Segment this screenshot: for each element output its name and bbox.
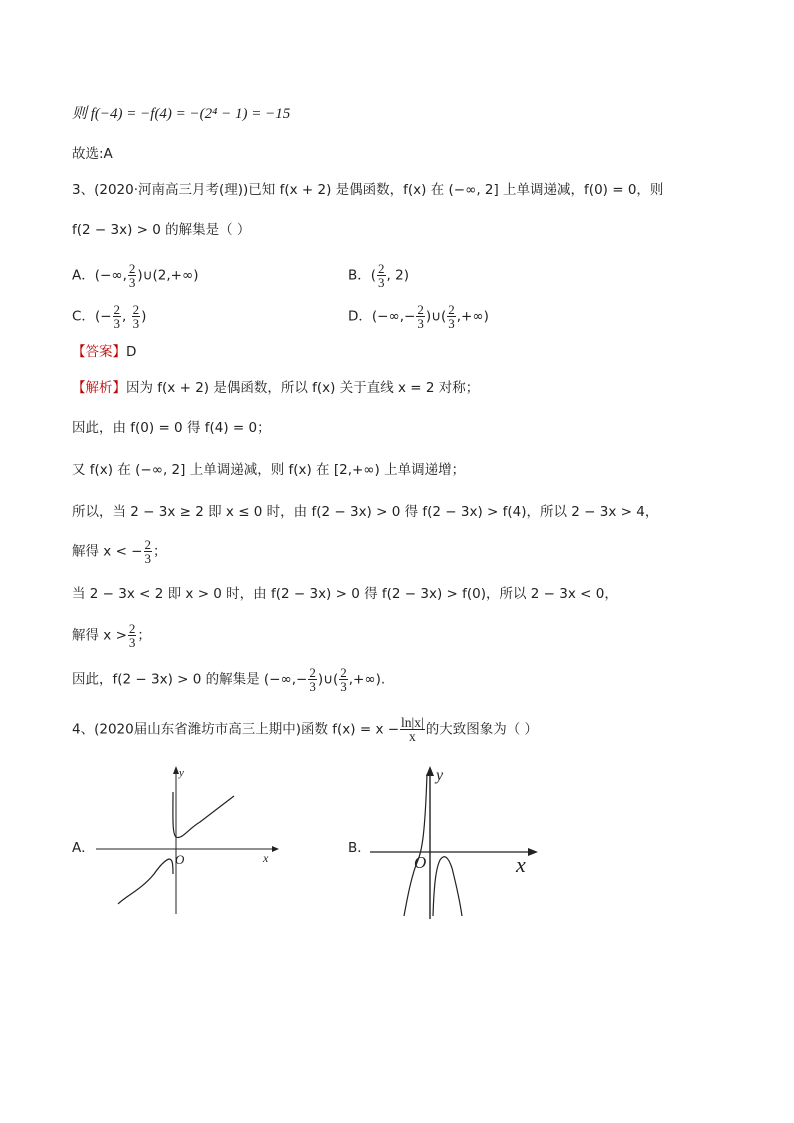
- prev-solution-text: 则 f(−4) = −f(4) = −(2⁴ − 1) = −15: [72, 106, 291, 122]
- graph-b-y-label: y: [436, 767, 444, 784]
- analysis-line7: [72, 622, 151, 649]
- option-c-post: ): [141, 308, 147, 325]
- option-d: [348, 303, 489, 330]
- option-c-label: C．: [72, 308, 95, 325]
- option-d-mid: )∪(: [425, 308, 447, 325]
- graph-b-right-curve: [433, 857, 462, 916]
- frac-den: 3: [378, 275, 385, 290]
- analysis-line5: [72, 538, 167, 565]
- q4-frac-num: ln|x|: [401, 715, 424, 730]
- graph-b-x-arrow: [528, 848, 538, 856]
- analysis-step7-post: ；: [137, 627, 151, 644]
- analysis-step8-post: ,+∞).: [348, 671, 386, 688]
- graph-b-left-curve: [404, 774, 427, 916]
- graph-a-y-label: y: [179, 767, 184, 779]
- graph-a-x-arrow: [272, 846, 279, 852]
- answer-line: [72, 342, 136, 362]
- frac-num: 2: [448, 302, 455, 317]
- frac-num: 2: [144, 537, 151, 552]
- graph-b-x-label: x: [516, 852, 526, 877]
- q4-stem-line: [72, 716, 538, 743]
- frac-num: 2: [340, 665, 347, 680]
- q3-stem-text1: 3、(2020·河南高三月考(理))已知 f(x + 2) 是偶函数，f(x) 在 (−∞, 2] 上单调递减，f(0) = 0，则: [72, 182, 664, 198]
- option-c-frac1: [113, 303, 122, 330]
- q3-stem-line2: [72, 220, 250, 240]
- option-c-frac2: [132, 303, 141, 330]
- analysis-step6: 当 2 − 3x < 2 即 x > 0 时，由 f(2 − 3x) > 0 得 f(2 − 3x) > f(0)，所以 2 − 3x < 0，: [72, 586, 618, 602]
- analysis-step5-pre: 解得 x < −: [72, 543, 143, 560]
- analysis-step7-pre: 解得 x >: [72, 627, 127, 644]
- option-b-frac: [377, 262, 386, 289]
- frac-den: 3: [128, 275, 136, 290]
- q4-frac-den: x: [409, 729, 416, 744]
- option-a-pre: (−∞,: [94, 267, 127, 284]
- graph-a-origin-label: O: [175, 852, 185, 867]
- graph-b-label: B．: [348, 840, 371, 856]
- analysis-step4: 所以，当 2 − 3x ≥ 2 即 x ≤ 0 时，由 f(2 − 3x) > 0 得 f(2 − 3x) > f(4)，所以 2 − 3x > 4，: [72, 504, 659, 520]
- option-d-label: D．: [348, 308, 372, 325]
- q4-stem-pre: 4、(2020届山东省潍坊市高三上期中)函数 f(x) = x −: [72, 721, 400, 738]
- analysis-step8-mid: )∪(: [317, 671, 339, 688]
- analysis-step7-frac: [128, 622, 137, 649]
- frac-den: 3: [309, 679, 316, 694]
- option-c-pre: (−: [94, 308, 112, 325]
- frac-den: 3: [144, 551, 151, 566]
- analysis-step5-frac: [144, 538, 153, 565]
- analysis-line1: [72, 378, 479, 398]
- analysis-step8-pre: 因此，f(2 − 3x) > 0 的解集是 (−∞,−: [72, 671, 308, 688]
- option-c: [72, 303, 146, 330]
- option-a-label: A．: [72, 267, 95, 284]
- frac-den: 3: [128, 635, 136, 650]
- frac-num: 2: [417, 302, 424, 317]
- frac-num: 2: [128, 261, 136, 276]
- analysis-line3: [72, 460, 465, 480]
- analysis-step1: 因为 f(x + 2) 是偶函数，所以 f(x) 关于直线 x = 2 对称；: [126, 380, 480, 396]
- prev-choice-text: 故选:A: [72, 146, 113, 162]
- option-a: [72, 262, 199, 289]
- graph-b: [370, 764, 545, 919]
- graph-a-left-curve: [118, 859, 173, 904]
- option-b-post: , 2): [386, 267, 409, 284]
- frac-den: 3: [132, 316, 140, 331]
- q4-stem-post: 的大致图象为（ ）: [425, 721, 538, 738]
- option-a-frac: [128, 262, 137, 289]
- answer-value: D: [126, 344, 137, 360]
- option-b-label: B．: [348, 267, 371, 284]
- frac-num: 2: [113, 302, 121, 317]
- q3-stem-text2: f(2 − 3x) > 0 的解集是（ ）: [72, 222, 251, 238]
- frac-num: 2: [128, 621, 136, 636]
- graph-b-origin-label: O: [414, 853, 427, 872]
- option-d-post: ,+∞): [456, 308, 489, 325]
- answer-tag: 【答案】: [72, 344, 126, 360]
- option-d-frac2: [447, 303, 456, 330]
- option-c-mid: ,: [122, 308, 131, 325]
- analysis-tag: 【解析】: [72, 380, 126, 396]
- option-d-frac1: [416, 303, 425, 330]
- frac-num: 2: [132, 302, 140, 317]
- graph-a: [96, 764, 286, 914]
- analysis-step8-frac2: [339, 666, 348, 693]
- frac-den: 3: [113, 316, 121, 331]
- prev-solution-line: [72, 104, 290, 124]
- frac-num: 2: [309, 665, 316, 680]
- option-d-pre: (−∞,−: [371, 308, 416, 325]
- analysis-line8: [72, 666, 385, 693]
- q4-stem-frac: [400, 716, 425, 743]
- frac-den: 3: [417, 316, 424, 331]
- analysis-step8-frac1: [308, 666, 317, 693]
- analysis-line4: [72, 502, 658, 522]
- analysis-step2: 因此，由 f(0) = 0 得 f(4) = 0；: [72, 420, 271, 436]
- analysis-step5-post: ；: [153, 543, 167, 560]
- option-b-pre: (: [370, 267, 377, 284]
- option-b: [348, 262, 409, 289]
- prev-choice-line: [72, 144, 113, 164]
- frac-den: 3: [340, 679, 347, 694]
- graph-a-label: A．: [72, 840, 95, 856]
- option-a-post: )∪(2,+∞): [137, 267, 199, 284]
- graph-a-x-label: x: [263, 851, 269, 865]
- analysis-step3: 又 f(x) 在 (−∞, 2] 上单调递减，则 f(x) 在 [2,+∞) 上单调递增；: [72, 462, 466, 478]
- analysis-line6: [72, 584, 618, 604]
- q3-stem-line1: [72, 180, 663, 200]
- frac-num: 2: [378, 261, 385, 276]
- graph-a-right-curve: [173, 792, 234, 838]
- frac-den: 3: [448, 316, 455, 331]
- analysis-line2: [72, 418, 271, 438]
